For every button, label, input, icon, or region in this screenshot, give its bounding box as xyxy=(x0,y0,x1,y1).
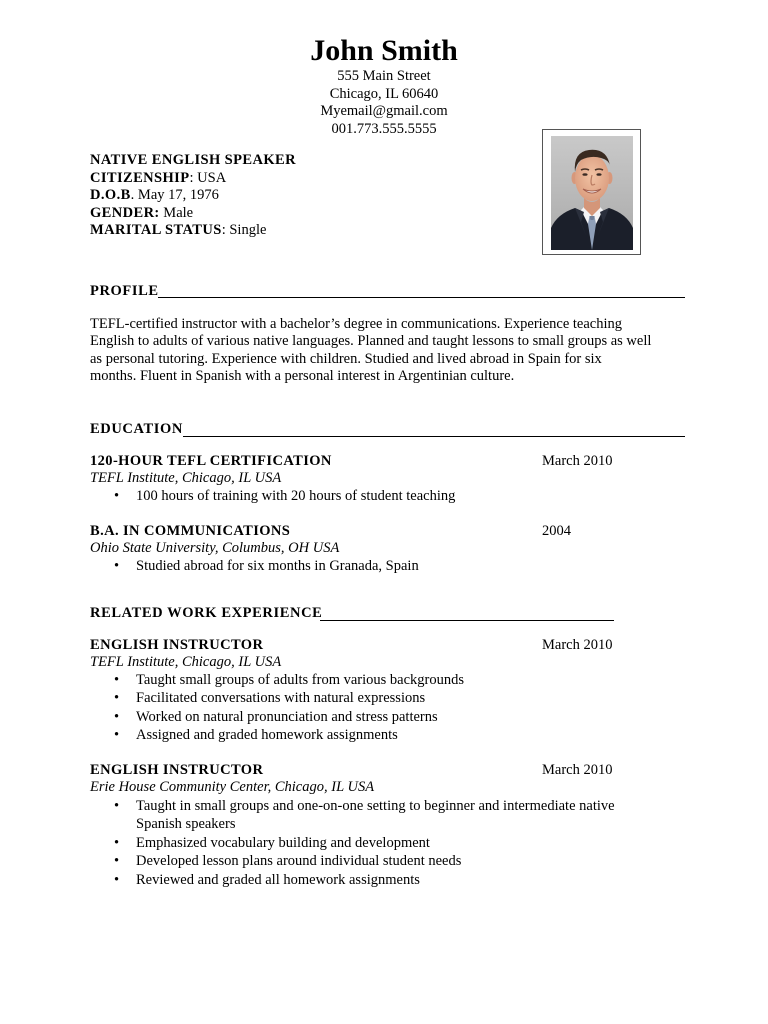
experience-entry-title: ENGLISH INSTRUCTOR xyxy=(90,762,264,778)
profile-heading: PROFILE xyxy=(90,283,159,299)
citizenship-label: CITIZENSHIP xyxy=(90,169,190,186)
bullet-item xyxy=(112,834,615,852)
experience-entry-date: March 2010 xyxy=(542,762,613,778)
education-entry-title: B.A. IN COMMUNICATIONS xyxy=(90,523,291,539)
dob-row xyxy=(90,187,296,205)
gender-row xyxy=(90,205,296,223)
bullet-item xyxy=(112,852,615,870)
marital-status-label: MARITAL STATUS xyxy=(90,222,222,238)
bullet-glyph: • xyxy=(114,558,120,574)
experience-heading: RELATED WORK EXPERIENCE xyxy=(90,605,323,621)
bullet-text: 100 hours of training with 20 hours of student teaching xyxy=(136,488,456,504)
education-entry-bullets xyxy=(112,487,455,505)
marital-status-separator: : xyxy=(221,222,230,238)
native-speaker-label: NATIVE ENGLISH SPEAKER xyxy=(90,152,296,168)
portrait-photo-frame xyxy=(542,129,641,255)
bullet-glyph: • xyxy=(114,488,120,504)
education-entry-title: 120-HOUR TEFL CERTIFICATION xyxy=(90,453,332,469)
bullet-text: Developed lesson plans around individual student needs xyxy=(136,853,462,870)
bullet-glyph: • xyxy=(114,708,120,725)
bullet-text: Taught in small groups and one-on-one setting to beginner and intermediate native Spanish speakers xyxy=(136,798,615,833)
bullet-glyph: • xyxy=(114,672,120,688)
email-address: Myemail@gmail.com xyxy=(320,103,448,119)
bullet-glyph: • xyxy=(114,834,120,851)
gender-label: GENDER: xyxy=(90,204,160,221)
bullet-item xyxy=(112,557,419,575)
bullet-glyph: • xyxy=(114,853,120,870)
bullet-item xyxy=(112,797,615,834)
education-heading-rule xyxy=(183,436,685,437)
experience-entry-bullets xyxy=(112,797,615,889)
contact-block xyxy=(0,68,768,138)
bullet-item xyxy=(112,689,464,707)
experience-entry-title: ENGLISH INSTRUCTOR xyxy=(90,637,264,653)
bullet-glyph: • xyxy=(114,690,120,707)
bullet-glyph: • xyxy=(114,871,120,888)
experience-heading-rule xyxy=(320,620,614,621)
profile-paragraph xyxy=(90,316,686,386)
bullet-text: Assigned and graded homework assignments xyxy=(136,727,398,744)
bullet-item xyxy=(112,726,464,744)
dob-label: D.O.B xyxy=(90,187,131,203)
bullet-glyph: • xyxy=(114,727,120,744)
bullet-item xyxy=(112,487,455,505)
candidate-name: John Smith xyxy=(310,34,458,67)
address-line-2: Chicago, IL 60640 xyxy=(329,85,439,102)
education-heading: EDUCATION xyxy=(90,421,183,437)
education-entry-institution: Ohio State University, Columbus, OH USA xyxy=(90,540,340,556)
bullet-text: Studied abroad for six months in Granada, Spain xyxy=(136,558,419,574)
profile-heading-rule xyxy=(158,297,685,298)
personal-details xyxy=(90,152,296,240)
phone-number: 001.773.555.5555 xyxy=(331,120,437,137)
dob-separator: . xyxy=(130,187,138,203)
experience-entry-employer: Erie House Community Center, Chicago, IL USA xyxy=(90,779,375,795)
bullet-text: Taught small groups of adults from various backgrounds xyxy=(136,672,464,688)
education-entry-institution: TEFL Institute, Chicago, IL USA xyxy=(90,470,282,486)
marital-status-value: Single xyxy=(229,222,267,238)
bullet-item xyxy=(112,708,464,726)
bullet-text: Worked on natural pronunciation and stress patterns xyxy=(136,708,438,725)
experience-entry-employer: TEFL Institute, Chicago, IL USA xyxy=(90,654,282,670)
profile-line: as personal tutoring. Experience with children. Studied and lived abroad in Spain for six xyxy=(90,350,602,367)
address-line-1: 555 Main Street xyxy=(337,68,431,84)
experience-entry-bullets xyxy=(112,671,464,745)
education-entry-bullets xyxy=(112,557,419,575)
native-speaker-row xyxy=(90,152,296,170)
education-entry-date: March 2010 xyxy=(542,453,613,469)
citizenship-separator: : xyxy=(189,169,198,186)
portrait-photo xyxy=(551,136,633,250)
dob-value: May 17, 1976 xyxy=(137,187,219,203)
bullet-item xyxy=(112,671,464,689)
citizenship-value: USA xyxy=(197,169,227,186)
profile-line: months. Fluent in Spanish with a personal interest in Argentinian culture. xyxy=(90,368,515,385)
gender-value: Male xyxy=(163,204,194,221)
bullet-item xyxy=(112,871,615,889)
education-entry-date: 2004 xyxy=(542,523,571,539)
bullet-text: Facilitated conversations with natural expressions xyxy=(136,690,426,707)
bullet-glyph: • xyxy=(114,798,120,814)
citizenship-row xyxy=(90,170,296,188)
bullet-text: Reviewed and graded all homework assignments xyxy=(136,871,420,888)
marital-status-row xyxy=(90,222,296,240)
profile-line: TEFL-certified instructor with a bachelor’s degree in communications. Experience teaching xyxy=(90,316,623,332)
experience-entry-date: March 2010 xyxy=(542,637,613,653)
bullet-text: Emphasized vocabulary building and development xyxy=(136,834,430,851)
profile-line: English to adults of various native languages. Planned and taught lessons to small groups as well xyxy=(90,333,652,350)
